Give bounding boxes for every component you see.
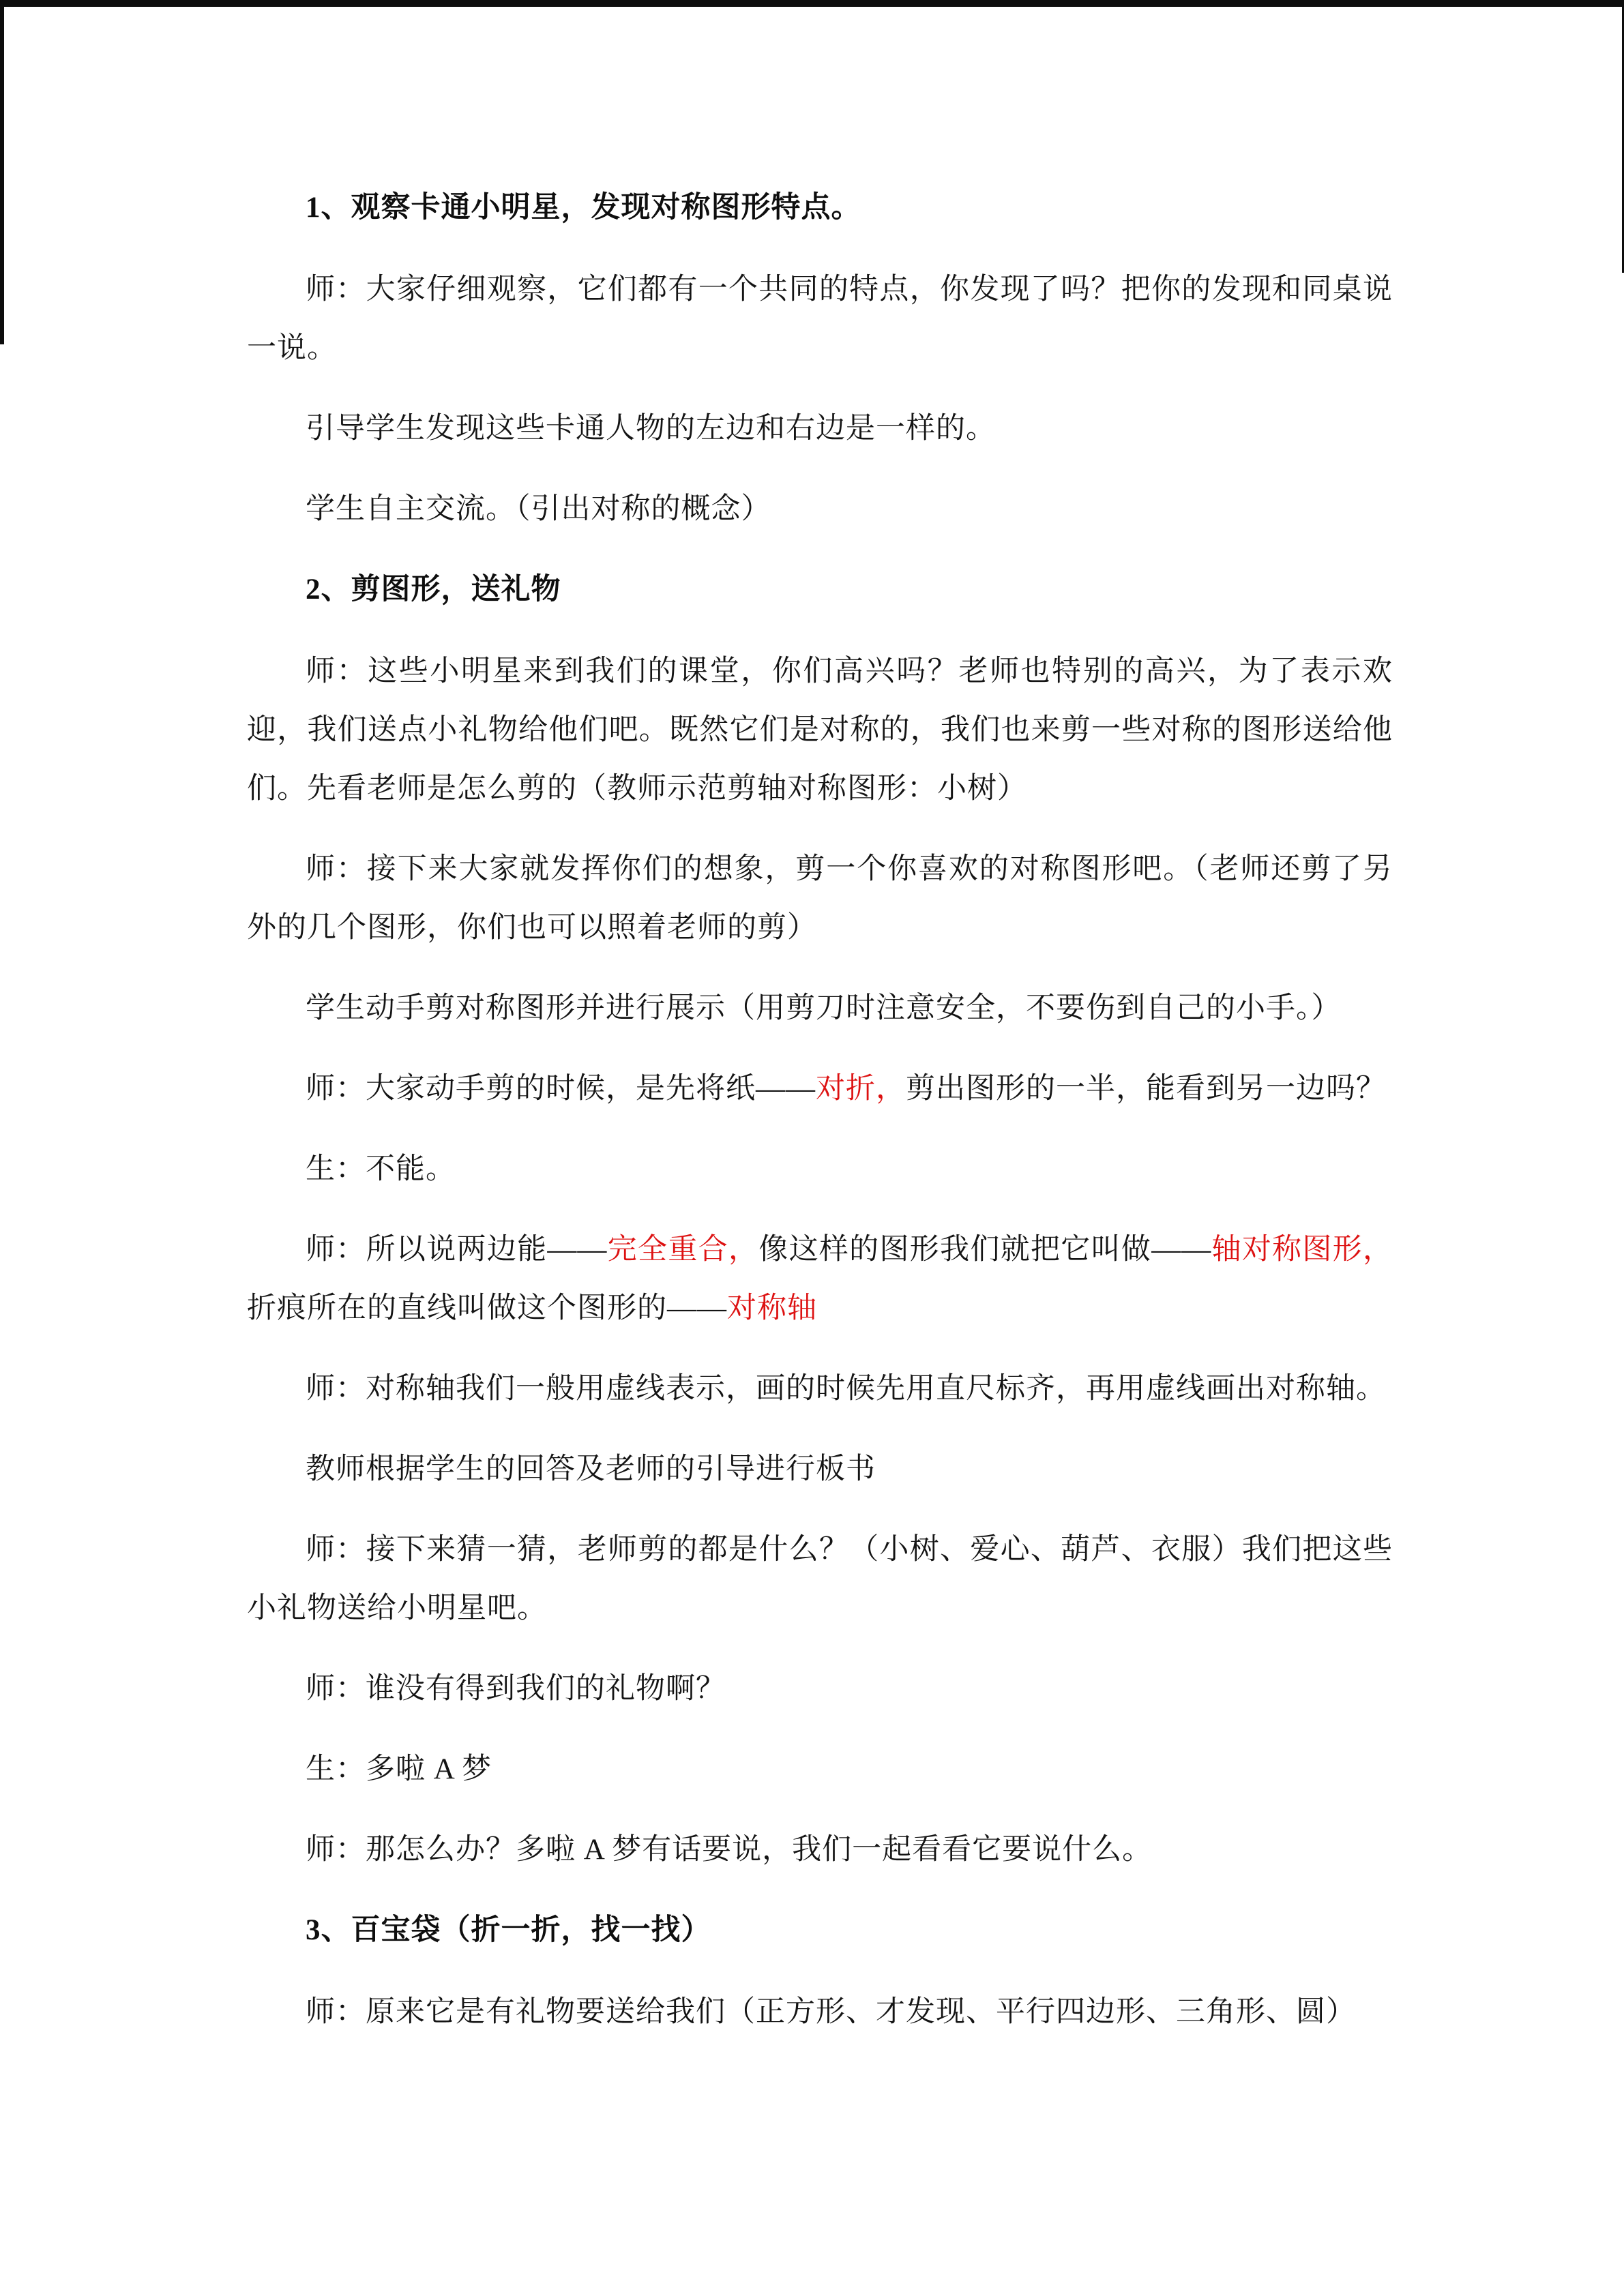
- document-body: [247, 172, 1393, 2063]
- highlighted-term: 轴对称图形，: [1211, 1234, 1393, 1266]
- text-run: 剪出图形的一半，能看到另一边吗？: [906, 1073, 1386, 1105]
- paragraph: [247, 260, 1393, 378]
- text-run: 师：那怎么办？多啦 A 梦有话要说，我们一起看看它要说什么。: [306, 1834, 1153, 1866]
- paragraph: [247, 1060, 1393, 1118]
- paragraph: [247, 1740, 1393, 1799]
- paragraph: [247, 1221, 1393, 1338]
- paragraph: [247, 979, 1393, 1038]
- text-run: 引导学生发现这些卡通人物的左边和右边是一样的。: [306, 413, 996, 445]
- text-run: 师：谁没有得到我们的礼物啊？: [306, 1673, 726, 1705]
- text-run: 师：接下来猜一猜，老师剪的都是什么？（小树、爱心、葫芦、衣服）我们把这些小礼物送给小明星吧。: [247, 1534, 1393, 1624]
- paragraph: [247, 1983, 1393, 2042]
- text-run: 师：大家动手剪的时候，是先将纸——: [306, 1073, 816, 1105]
- text-run: 2、剪图形，送礼物: [306, 573, 561, 606]
- text-run: 生：不能。: [306, 1153, 456, 1185]
- paragraph: [247, 1821, 1393, 1879]
- text-run: 教师根据学生的回答及老师的引导进行板书: [306, 1453, 876, 1485]
- text-run: 像这样的图形我们就把它叫做——: [758, 1234, 1212, 1266]
- text-run: 师：原来它是有礼物要送给我们（正方形、才发现、平行四边形、三角形、圆）: [306, 1996, 1356, 2028]
- highlighted-term: 对折，: [816, 1073, 906, 1105]
- paragraph: [247, 1140, 1393, 1199]
- text-run: 1、观察卡通小明星，发现对称图形特点。: [306, 192, 861, 224]
- scan-border-left: [0, 0, 4, 344]
- text-run: 学生动手剪对称图形并进行展示（用剪刀时注意安全，不要伤到自己的小手。）: [306, 992, 1342, 1024]
- paragraph: [247, 480, 1393, 539]
- section-heading: [247, 561, 1393, 619]
- text-run: 师：大家仔细观察，它们都有一个共同的特点，你发现了吗？把你的发现和同桌说一说。: [247, 273, 1393, 364]
- text-run: 学生自主交流。（引出对称的概念）: [306, 493, 771, 525]
- text-run: 师：所以说两边能——: [306, 1234, 608, 1266]
- paragraph: [247, 1660, 1393, 1718]
- paragraph: [247, 1360, 1393, 1418]
- paragraph: [247, 400, 1393, 458]
- text-run: 师：接下来大家就发挥你们的想象，剪一个你喜欢的对称图形吧。（老师还剪了另外的几个图形，你们也可以照着老师的剪）: [247, 853, 1393, 944]
- paragraph: [247, 1521, 1393, 1638]
- text-run: 3、百宝袋（折一折，找一找）: [306, 1914, 711, 1946]
- highlighted-term: 完全重合，: [607, 1234, 759, 1266]
- text-run: 生：多啦 A 梦: [306, 1753, 492, 1785]
- paragraph: [247, 840, 1393, 957]
- section-heading: [247, 179, 1393, 237]
- text-run: 折痕所在的直线叫做这个图形的——: [247, 1292, 727, 1324]
- scan-border-top: [0, 0, 1624, 7]
- paragraph: [247, 1440, 1393, 1499]
- paragraph: [247, 642, 1393, 818]
- text-run: 师：这些小明星来到我们的课堂，你们高兴吗？老师也特别的高兴，为了表示欢迎，我们送点小礼物给他们吧。既然它们是对称的，我们也来剪一些对称的图形送给他们。先看老师是怎么剪的（教师示范剪轴对称图形：小树）: [247, 655, 1393, 805]
- text-run: 师：对称轴我们一般用虚线表示，画的时候先用直尺标齐，再用虚线画出对称轴。: [306, 1373, 1386, 1405]
- section-heading: [247, 1901, 1393, 1960]
- highlighted-term: 对称轴: [727, 1292, 817, 1324]
